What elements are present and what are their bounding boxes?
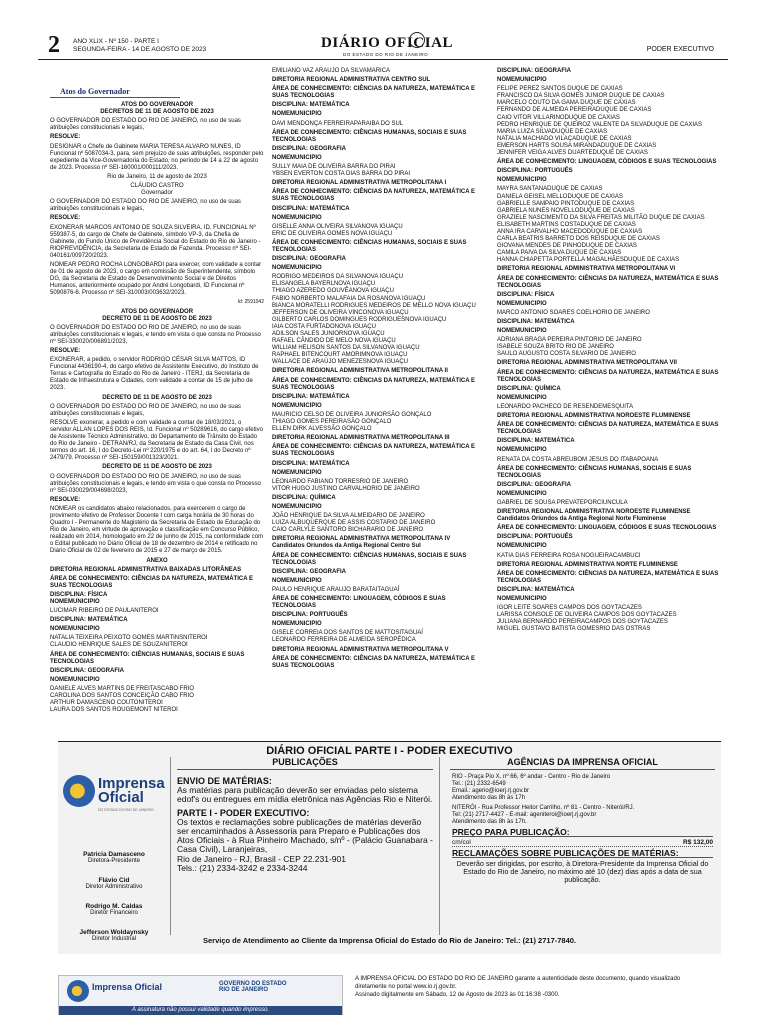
envio-text: As matérias para publicação deverão ser enviadas pelo sistema edof's ou entregues em mídia eletrônica nas Agências Rio e Niterói. — [177, 785, 433, 805]
text-block: NOMEMUNICIPIO — [497, 490, 547, 497]
staff-name: Patricia Damasceno — [83, 851, 145, 858]
staff-role: Diretor Industrial — [91, 936, 136, 942]
issue-number: ANO XLIX - Nº 150 - PARTE I — [73, 38, 159, 45]
text-block: DISCIPLINA: PORTUGUÊS — [497, 534, 573, 541]
text-block: NOMEMUNICIPIO — [497, 543, 547, 550]
column-1 — [50, 68, 264, 716]
text-block: NOMEMUNICIPIO — [272, 469, 322, 476]
staff-name: Rodrigo M. Caldas — [85, 903, 143, 910]
text-block: NOMEMUNICIPIO — [272, 111, 322, 118]
text-block: ÁREA DE CONHECIMENTO: CIÊNCIAS DA NATUREZA, MATEMÁTICA E SUAS TECNOLOGIAS — [50, 575, 253, 589]
text-block: NOMEMUNICIPIO — [497, 77, 547, 84]
bottom-logo-name: Imprensa Oficial — [92, 982, 163, 992]
text-block: O GOVERNADOR DO ESTADO DO RIO DE JANEIRO, no uso de suas atribuições constitucionais e legais, — [50, 403, 241, 417]
text-block: O GOVERNADOR DO ESTADO DO RIO DE JANEIRO, no uso de suas atribuições constitucionais e legais, e tendo em vista o que consta no Processo nº SEI-330020/006891/2023, — [50, 324, 261, 345]
text-block: IGOR LEITE SOARES CAMPOS DOS GOYTACAZES LARISSA CONSOLE DE OLIVEIRA CAMPOS DOS GOYTACAZES JULIANA BERNARDO PEREIRACAMPOS DOS GOYTACAZES MIGUEL GUSTAVO BATISTA GOMESRIO DAS OSTRAS — [497, 605, 677, 633]
text-block: NOMEMUNICIPIO — [497, 447, 547, 454]
text-block: RODRIGO MEDEIROS DA SILVANOVA IGUAÇU ELISANGELA BAYERLNOVA IGUAÇU THIAGO AZEREDO GOUVÊANOVA IGUAÇU FABIO NORBERTO MALAFAIA DA ROSANOVA IGUAÇU BIANCA MORATELLI RODRIGUES MEDEIROS DE MELLO NOVA IGUAÇU JEFFERSON DE OLIVEIRA VINCONOVA IGUAÇU GILBERTO CARLOS DOMINGUES RODRIGUESNOVA IGUAÇU IAIA COSTA FURTADONOVA IGUAÇU ADILSON SALES JUNIORNOVA IGUAÇU RAFAEL CÂNDIDO DE MELO NOVA IGUAÇU WILLIAM HELISON SANTOS DA SILVANOVA IGUAÇU RAPHAEL BITENCOURT AMORIMNOVA IGUAÇU WALLACE DE ARAÚJO MENEZESNOVA IGUAÇU — [272, 274, 476, 366]
publisher-tag: DO ESTADO DO RIO DE JANEIRO — [98, 808, 154, 812]
text-block: MAURICIO CELSO DE OLIVEIRA JUNIORSÃO GONÇALO THIAGO GOMES PEREIRASÃO GONÇALO ELLEN DIRK ALVESSÃO GONÇALO — [272, 411, 432, 433]
text-block: SULLY MAIA DE OLIVEIRA BARRA DO PIRAI YBSEN EVERTON COSTA DIAS BARRA DO PIRAI — [272, 164, 411, 178]
text-block: NOMEMUNICIPIO — [50, 626, 100, 633]
text-block: ÁREA DE CONHECIMENTO: CIÊNCIAS DA NATUREZA, MATEMÁTICA E SUAS TECNOLOGIAS — [272, 86, 475, 100]
staff-member — [58, 877, 170, 891]
text-block: DISCIPLINA: PORTUGUÊS — [497, 168, 573, 175]
text-block: JOÃO HENRIQUE DA SILVA ALMEIDARIO DE JANEIRO LUIZA ALBUQUERQUE DE ASSIS COSTARIO DE JANEIRO CAIO CARLYLE SANTORO BICHARARIO DE JANEIRO — [272, 513, 436, 534]
service-line: Serviço de Atendimento ao Cliente da Imprensa Oficial do Estado do Rio de Janeiro: Tel.: (21) 2717-7840. — [202, 936, 576, 945]
text-block: ÁREA DE CONHECIMENTO: CIÊNCIAS DA NATUREZA, MATEMÁTICA E SUAS TECNOLOGIAS — [272, 655, 475, 669]
text-block: RESOLVE: — [50, 496, 81, 503]
text-block: DISCIPLINA: GEOGRAFIA — [50, 667, 125, 674]
text-block: EXONERAR MARCOS ANTONIO DE SOUZA SILVEIRA, ID. FUNCIONAL Nº 559387-5, do cargo de Chefe de Gabinete, símbolo VP-3, da Chefia de Gabinete, do Fundo Único de Previdência Social do Estado do Rio de Janeiro - RIOPREVIDÊNCIA, da Secretaria de Estado de Fazenda. Processo nº SEI-040161/009720/2023. — [50, 224, 261, 259]
text-block: RENATA DA COSTA ABREUBOM JESUS DO ITABAPOANA — [497, 456, 659, 463]
text-block: DISCIPLINA: MATEMÁTICA — [272, 393, 350, 400]
text-block: NATALIA TEIXEIRA PEIXOTO GOMES MARTINSNITEROI CLAUDIO HENRIQUE SALES DE SOUZANITEROI — [50, 635, 208, 649]
text-block: ÁREA DE CONHECIMENTO: CIÊNCIAS DA NATUREZA, MATEMÁTICA E SUAS TECNOLOGIAS — [497, 570, 719, 584]
text-block: LUCIMAR RIBEIRO DE PAULANITEROI — [50, 608, 159, 615]
text-block: DISCIPLINA: MATEMÁTICA — [497, 438, 575, 445]
text-block: ÁREA DE CONHECIMENTO: LINGUAGEM, CÓDIGOS E SUAS TECNOLOGIAS — [497, 159, 717, 166]
coat-of-arms-icon — [409, 32, 425, 48]
text-block: DISCIPLINA: MATEMÁTICA — [497, 586, 575, 593]
text-block: DESIGNAR o Chefe de Gabinete MARIA TERESA ALVARO NUNES, ID Funcional nº 5087034-3, para, sem prejuízo de suas atribuições, responder pelo expediente da Vice-Governadoria do Estado, no período de 14 a 22 de agosto de 2023. Processo nº SEI-160001/000111/2023. — [50, 143, 264, 171]
publicacoes-title: PUBLICAÇÕES — [177, 757, 433, 770]
masthead-subtitle: DO ESTADO DO RIO DE JANEIRO — [343, 52, 429, 57]
text-block: RESOLVE: — [50, 348, 81, 354]
text-block: NOMEMUNICIPIO — [497, 300, 547, 307]
bottom-logo-banner — [58, 975, 343, 1015]
staff-member — [58, 903, 170, 917]
agencias-title: AGÊNCIAS DA IMPRENSA OFICIAL — [450, 757, 715, 770]
text-block: ATOS DO GOVERNADOR DECRETOS DE 11 DE AGOSTO DE 2023 — [100, 102, 214, 116]
agencia-niteroi: NITERÓI - Rua Professor Heitor Carrilho, nº 81 - Centro - Niterói/RJ. Tel: (21) 2717-4427 - E-mail: ageniteroi@ioerj.rj.gov.br Atendimento das 8h às 17h. — [452, 805, 635, 825]
signature-validity-note: A assinatura não possui validade quando impresso. — [59, 1006, 342, 1015]
text-block: DIRETORIA REGIONAL ADMINISTRATIVA METROPOLITANA VI — [497, 266, 676, 273]
text-block: DIRETORIA REGIONAL ADMINISTRATIVA CENTRO SUL — [272, 77, 431, 84]
parte-heading: PARTE I - PODER EXECUTIVO: — [177, 807, 310, 818]
text-block: EMILIANO VAZ ARAUJO DA SILVAMARICA — [272, 68, 391, 74]
section-label: PODER EXECUTIVO — [646, 46, 714, 53]
text-block: DIRETORIA REGIONAL ADMINISTRATIVA METROPOLITANA VII — [497, 360, 677, 367]
staff-name: Flávio Cid — [98, 877, 130, 884]
reclamacoes-heading: RECLAMAÇÕES SOBRE PUBLICAÇÕES DE MATÉRIAS: — [452, 850, 713, 858]
publicacoes-box — [170, 757, 440, 935]
text-block: DISCIPLINA: FÍSICA NOMEMUNICIPIO — [50, 591, 108, 605]
text-block: DISCIPLINA: GEOGRAFIA — [272, 256, 347, 263]
text-block: LEONARDO PACHECO DE RESENDEMESQUITA — [497, 403, 634, 410]
text-block: DISCIPLINA: QUÍMICA — [497, 385, 561, 392]
column-3 — [497, 68, 722, 635]
text-block: DISCIPLINA: FÍSICA — [497, 291, 555, 298]
text-block: ÁREA DE CONHECIMENTO: CIÊNCIAS DA NATUREZA, MATEMÁTICA E SUAS TECNOLOGIAS — [497, 275, 719, 289]
text-block: ATOS DO GOVERNADOR DECRETO DE 11 DE AGOSTO DE 2023 — [102, 308, 212, 322]
text-block: DISCIPLINA: MATEMÁTICA — [272, 205, 350, 212]
text-block: ADRIANA BRAGA PEREIRA PINTORIO DE JANEIRO ISABELE SOUZA BRITO RIO DE JANEIRO SAULO AUGUSTO COSTA SILVARIO DE JANEIRO — [497, 337, 642, 358]
column-2 — [272, 68, 489, 672]
text-block: ÁREA DE CONHECIMENTO: CIÊNCIAS HUMANAS, SOCIAIS E SUAS TECNOLOGIAS — [272, 239, 467, 253]
text-block: DECRETO DE 11 DE AGOSTO DE 2023 — [102, 394, 212, 401]
staff-role: Diretora-Presidente — [87, 858, 141, 864]
text-block: DISCIPLINA: QUÍMICA — [272, 494, 336, 501]
reclamacoes-text: Deverão ser dirigidas, por escrito, à Diretora-Presidente da Imprensa Oficial do Estado do Rio de Janeiro, no máximo até 10 (dez) dias após a data de sua publicação. — [456, 859, 709, 884]
footer-title: DIÁRIO OFICIAL PARTE I - PODER EXECUTIVO — [266, 745, 513, 757]
imprensa-oficial-logo-icon — [63, 775, 95, 807]
column-3-body — [497, 68, 722, 633]
text-block: ÁREA DE CONHECIMENTO: CIÊNCIAS DA NATUREZA, MATEMÁTICA E SUAS TECNOLOGIAS — [272, 189, 475, 203]
text-block: EXONERAR, a pedido, o servidor RODRIGO CÉSAR SILVA MATTOS, ID Funcional 4436190-4, do cargo efetivo de Assistente Executivo, do Instituto de Terras e Cartografia do Estado do Rio de Janeiro - ITERJ, da Secretaria de Estado de Infraestrutura e Cidades, com validade a contar de 15 de julho de 2023. — [50, 357, 259, 392]
text-block: DISCIPLINA: MATEMÁTICA — [272, 102, 350, 109]
text-block: NOMEMUNICIPIO — [497, 596, 547, 602]
text-block: ÁREA DE CONHECIMENTO: CIÊNCIAS HUMANAS, SOCIAIS E SUAS TECNOLOGIAS — [272, 552, 467, 566]
text-block: ÁREA DE CONHECIMENTO: LINGUAGEM, CÓDIGOS E SUAS TECNOLOGIAS — [272, 596, 446, 610]
text-block: O GOVERNADOR DO ESTADO DO RIO DE JANEIRO, no uso de suas atribuições constitucionais e legais, e tendo em vista o que consta no Processo nº SEI-030029/004698/2023, — [50, 473, 261, 494]
text-block: DIRETORIA REGIONAL ADMINISTRATIVA NOROESTE FLUMINENSE — [497, 413, 691, 420]
staff-role: Diretor Administrativo — [85, 884, 143, 890]
text-block: ANEXO — [146, 557, 168, 564]
publisher-footer — [58, 741, 721, 954]
text-block: DISCIPLINA: MATEMÁTICA — [272, 460, 350, 467]
text-block: FELIPE PEREZ SANTOS DUQUE DE CAXIAS FRANCISCO DA SILVA GOMES JUNIOR DUQUE DE CAXIAS MARCELO COUTO DA GAMA DUQUE DE CAXIAS FERNANDO DE ALMEIDA PEREIRADUQUE DE CAXIAS CAIO VITOR VILLARINODUQUE DE CAXIAS PEDRO HENRIQUE DE QUEIROZ VALENTE DA SILVADUQUE DE CAXIAS MARIA LUIZA SILVADUQUE DE CAXIAS NATALIA MACHADO VILAÇADUQUE DE CAXIAS EMERSON HARTS SOUSA MIRANDADUQUE DE CAXIAS JENNIFER VEIGA ALVES DUARTEDUQUE DE CAXIAS — [497, 86, 703, 157]
text-block: NOMEMUNICIPIO — [272, 577, 322, 584]
text-block: DIRETORIA REGIONAL ADMINISTRATIVA METROPOLITANA III — [272, 435, 450, 442]
text-block: DIRETORIA REGIONAL ADMINISTRATIVA BAIXADAS LITORÂNEAS — [50, 566, 242, 573]
price-row — [452, 839, 713, 847]
publisher-info — [58, 761, 170, 942]
preco-heading: PREÇO PARA PUBLICAÇÃO: — [452, 829, 713, 837]
text-block: DISCIPLINA: GEOGRAFIA — [272, 568, 347, 575]
text-block: ÁREA DE CONHECIMENTO: CIÊNCIAS DA NATUREZA, MATEMÁTICA E SUAS TECNOLOGIAS — [497, 369, 719, 383]
text-block: DIRETORIA REGIONAL ADMINISTRATIVA METROPOLITANA II — [272, 368, 448, 375]
text-block: O GOVERNADOR DO ESTADO DO RIO DE JANEIRO, no uso de suas atribuições constitucionais e legais, — [50, 118, 241, 132]
text-block: DIRETORIA REGIONAL ADMINISTRATIVA METROPOLITANA I — [272, 180, 447, 187]
text-block: DIRETORIA REGIONAL ADMINISTRATIVA METROPOLITANA V — [272, 646, 449, 653]
page-header — [38, 28, 728, 60]
text-block: NOMEMUNICIPIO — [272, 214, 322, 221]
text-block: NOMEMUNICIPIO — [272, 503, 322, 510]
text-block: DISCIPLINA: GEOGRAFIA — [497, 68, 572, 74]
text-block: ÁREA DE CONHECIMENTO: CIÊNCIAS HUMANAS, SOCIAIS E SUAS TECNOLOGIAS — [50, 651, 245, 665]
issue-date: SEGUNDA-FEIRA - 14 DE AGOSTO DE 2023 — [73, 46, 207, 53]
text-block: DIRETORIA REGIONAL ADMINISTRATIVA NORTE FLUMINENSE — [497, 561, 678, 568]
text-block: NOMEMUNICIPIO — [497, 177, 547, 184]
text-block: GISELLE ANNA OLIVEIRA SILVANOVA IGUAÇU ERIC DE OLIVEIRA GOMES NOVA IGUAÇU — [272, 223, 403, 237]
text-block: GISELE CORREIA DOS SANTOS DE MATTOSITAGUAÍ LEONARDO FERREIRA DE ALMEIDA SEROPÉDICA — [272, 630, 423, 644]
text-block: NOMEMUNICIPIO — [50, 676, 100, 683]
section-heading: Atos do Governador — [50, 68, 180, 98]
text-block: ÁREA DE CONHECIMENTO: LINGUAGEM, CÓDIGOS E SUAS TECNOLOGIAS — [497, 525, 717, 532]
text-block: ÁREA DE CONHECIMENTO: CIÊNCIAS DA NATUREZA, MATEMÁTICA E SUAS TECNOLOGIAS — [272, 377, 475, 391]
text-block: KATIA DIAS FERREIRA ROSA NOGUEIRACAMBUCI — [497, 552, 641, 559]
publisher-name: Imprensa Oficial — [98, 775, 165, 806]
text-block: DISCIPLINA: GEOGRAFIA — [272, 145, 347, 152]
text-block: GABRIEL DE SOUSA PREVATEPORCIUNCULA — [497, 499, 628, 506]
agencias-box — [444, 757, 721, 935]
text-block: DISCIPLINA: GEOGRAFIA — [497, 481, 572, 488]
column-1-body — [50, 102, 264, 714]
envio-heading: ENVIO DE MATÉRIAS: — [177, 776, 272, 786]
page-number: 2 — [48, 32, 60, 58]
text-block: PAULO HENRIQUE ARAUJO BARATAITAGUAÍ — [272, 586, 400, 593]
authenticity-text: A IMPRENSA OFICIAL DO ESTADO DO RIO DE JANEIRO garante a autenticidade deste documento, quando visualizado diretamente no portal www.io.rj.gov.br. Assinado digitalmente em Sábado, 12 de Agosto de 2023 às 01:16:38 -0300. — [355, 976, 681, 998]
parte-text: Os textos e reclamações sobre publicações de matérias deverão ser encaminhados à Assessoria para Preparo e Publicações dos Atos Oficiais - à Rua Pinheiro Machado, s/nº - (Palácio Guanabara - Casa Civil), Laranjeiras, Rio de Janeiro - RJ, Brasil - CEP 22.231-901 Tels.: (21) 2334-3242 e 2334-3244 — [177, 816, 433, 874]
staff-role: Diretor Financeiro — [90, 910, 138, 916]
text-block: MARCO ANTONIO SOARES COELHORIO DE JANEIRO — [497, 309, 650, 316]
text-block: MAYRA SANTANADUQUE DE CAXIAS DANIELA GEISEL MELLODUQUE DE CAXIAS GABRIELLE SAMPAIO PINTODUQUE DE CAXIAS GABRIELA NUNES NOVELLODUQUE DE CAXIAS GRAZIELE NASCIMENTO DA SILVA FREITAS MILITÃO DUQUE DE CAXIAS ELISABETH MARTINS COSTADUQUE DE CAXIAS ANNA IRA CARVALHO MACEDODUQUE DE CAXIAS CARLA BEATRIS BARRETO DOS REISDUQUE DE CAXIAS GIOVANA MENDES DE PINHODUQUE DE CAXIAS CAMILA PAIVA DA SILVA DUQUE DE CAXIAS HANNA CHIAPETTA PORTELLA MAGALHÃESDUQUE DE CAXIAS — [497, 186, 705, 264]
text-block: RESOLVE: — [50, 215, 81, 222]
issue-info — [73, 38, 206, 54]
price-value: R$ 132,00 — [683, 839, 713, 846]
agencia-rio: RIO - Praça Pio X, nº 66, 6º andar - Centro - Rio de Janeiro Tel.: (21) 2332-6549 Email.: agerio@ioerj.rj.gov.br Atendimento das 8h às 17h — [452, 774, 611, 801]
column-2-body — [272, 68, 489, 670]
text-block: DISCIPLINA: MATEMÁTICA — [497, 319, 575, 325]
text-block: LEONARDO FABIANO TORRESRIO DE JANEIRO VITOR HUGO JUSTINO CARVALHORIO DE JANEIRO — [272, 478, 420, 492]
text-block: DISCIPLINA: MATEMÁTICA — [50, 617, 128, 624]
text-block: ÁREA DE CONHECIMENTO: CIÊNCIAS HUMANAS, SOCIAIS E SUAS TECNOLOGIAS — [497, 465, 692, 479]
text-block: NOMEMUNICIPIO — [272, 402, 322, 409]
text-block: Rio de Janeiro, 11 de agosto de 2023 — [107, 173, 207, 180]
text-block: DECRETO DE 11 DE AGOSTO DE 2023 — [102, 464, 212, 471]
imprensa-oficial-small-logo-icon — [67, 980, 89, 1002]
text-block: NOMEMUNICIPIO — [272, 265, 322, 272]
text-block: NOMEAR PEDRO ROCHA LONGOBARDI para exercer, com validade a contar de 01 de agosto de 2023, o cargo em comissão de Superintendente, símbolo DG, da Secretaria de Estado de Desenvolvimento Social e de Direitos Humanos, anteriormente ocupado por André Longobardi, ID Funcional nº 5090876-6. Processo nº SEI-310003/003632/2023. — [50, 261, 262, 297]
text-block: NOMEMUNICIPIO — [272, 621, 322, 628]
text-block: DANIELE ALVES MARTINS DE FREITASCABO FRIO CAROLINA DOS SANTOS CONCEIÇÃO CABO FRIO ARTHUR DAMASCENO COUTONITEROI LAURA DOS SANTOS ROUGEMONT NITEROI — [50, 685, 195, 714]
text-block: ÁREA DE CONHECIMENTO: CIÊNCIAS HUMANAS, SOCIAIS E SUAS TECNOLOGIAS — [272, 129, 467, 143]
text-block: RESOLVE exonerar, a pedido e com validade a contar de 18/03/2021, o servidor ALLAN LOPES DOS REIS, Id. Funcional nº 50289616, do cargo efetivo de Assistente Técnico Administrativo, do Departamento de Trânsito do Estado do Rio de Janeiro - DETRAN/RJ, da Secretaria de Estado da Casa Civil, nos termos do art. 16, I do Decreto-Lei nº 220/1975 e do art. 64, I do Decreto nº 2479/79. Processo nº SEI-150159/001323/2021. — [50, 419, 263, 462]
price-unit: cm/col — [452, 839, 471, 846]
text-block: O GOVERNADOR DO ESTADO DO RIO DE JANEIRO, no uso de suas atribuições constitucionais e legais, — [50, 199, 241, 213]
text-block: DAVI MENDONÇA FERREIRAPARAIBA DO SUL — [272, 120, 404, 127]
text-block: DISCIPLINA: PORTUGUÊS — [272, 612, 348, 619]
masthead-title: DIÁRIO OFICIAL — [321, 35, 454, 51]
staff-name: Jefferson Woldaynsky — [79, 929, 149, 936]
text-block: NOMEMUNICIPIO — [497, 394, 547, 401]
text-block: ÁREA DE CONHECIMENTO: CIÊNCIAS DA NATUREZA, MATEMÁTICA E SUAS TECNOLOGIAS — [272, 444, 475, 458]
text-block: RESOLVE: — [50, 134, 81, 141]
text-block: NOMEAR os candidatos abaixo relacionados, para exercerem o cargo de provimento efetivo de Professor Docente I com carga horária de 30 horas do Quadro I - Permanente do Magistério da Secretaria de Estado de Educação do Rio de Janeiro, em virtude de aprovação e classificação em Concurso Público, realizado em 2014, homologado em 22 de junho de 2015, na conformidade com o Edital publicado no Diário Oficial de 18 de dezembro de 2014 e retificado no Diário Oficial de 02 de fevereiro de 2015 e 27 de março de 2015. — [50, 505, 264, 555]
government-logo: GOVERNO DO ESTADO RIO DE JANEIRO — [219, 981, 287, 993]
text-block: Id: 2591042 — [237, 299, 264, 306]
text-block: ÁREA DE CONHECIMENTO: CIÊNCIAS DA NATUREZA, MATEMÁTICA E SUAS TECNOLOGIAS — [497, 422, 719, 436]
text-block: NOMEMUNICIPIO — [497, 328, 547, 335]
text-block: CLÁUDIO CASTRO Governador — [130, 183, 184, 197]
text-block: DIRETORIA REGIONAL ADMINISTRATIVA NOROESTE FLUMINENSE Candidatos Oriundos da Antiga Regional Norte Fluminense — [497, 509, 691, 523]
staff-member — [58, 851, 170, 865]
text-block: DIRETORIA REGIONAL ADMINISTRATIVA METROPOLITANA IV Candidatos Oriundos da Antiga Regional Centro Sul — [272, 536, 451, 550]
text-block: NOMEMUNICIPIO — [272, 154, 322, 161]
